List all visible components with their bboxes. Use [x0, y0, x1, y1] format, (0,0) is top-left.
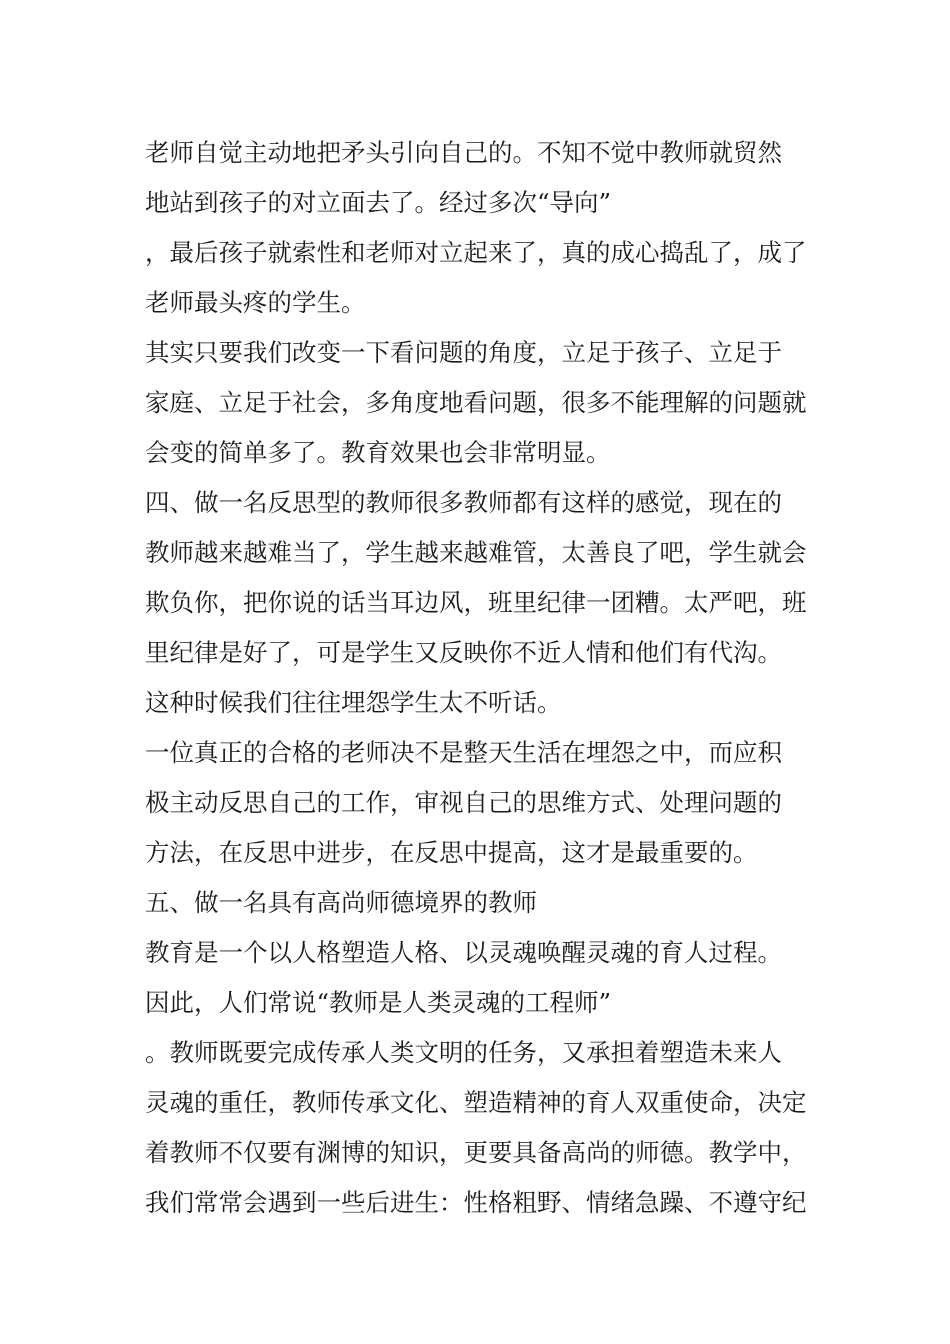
text-line: 家庭、立足于社会，多角度地看问题，很多不能理解的问题就: [145, 388, 807, 417]
text-line: 欺负你，把你说的话当耳边风，班里纪律一团糟。太严吧，班: [145, 588, 807, 617]
text-line: ，最后孩子就索性和老师对立起来了，真的成心捣乱了，成了: [145, 238, 807, 267]
text-line: 地站到孩子的对立面去了。经过多次“导向”: [145, 188, 612, 217]
text-line: 一位真正的合格的老师决不是整天生活在埋怨之中，而应积: [145, 738, 782, 767]
text-line: 里纪律是好了，可是学生又反映你不近人情和他们有代沟。: [145, 638, 782, 667]
text-line: 我们常常会遇到一些后进生：性格粗野、情绪急躁、不遵守纪: [145, 1188, 807, 1217]
section-heading-5: 五、做一名具有高尚师德境界的教师: [145, 888, 537, 917]
text-line: 其实只要我们改变一下看问题的角度，立足于孩子、立足于: [145, 338, 782, 367]
text-line: 因此，人们常说“教师是人类灵魂的工程师”: [145, 988, 612, 1017]
text-line: 老师最头疼的学生。: [145, 288, 366, 317]
body-text: [145, 128, 810, 1228]
text-line: 会变的简单多了。教育效果也会非常明显。: [145, 438, 611, 467]
text-line: 教师越来越难当了，学生越来越难管，太善良了吧，学生就会: [145, 538, 807, 567]
text-line: 极主动反思自己的工作，审视自己的思维方式、处理问题的: [145, 788, 782, 817]
text-line: 教育是一个以人格塑造人格、以灵魂唤醒灵魂的育人过程。: [145, 938, 782, 967]
text-line: 方法，在反思中进步，在反思中提高，这才是最重要的。: [145, 838, 758, 867]
text-line: 着教师不仅要有渊博的知识，更要具备高尚的师德。教学中，: [145, 1138, 807, 1167]
text-line: 灵魂的重任，教师传承文化、塑造精神的育人双重使命，决定: [145, 1088, 807, 1117]
section-heading-4: 四、做一名反思型的教师很多教师都有这样的感觉，现在的: [145, 488, 782, 517]
text-line: 这种时候我们往往埋怨学生太不听话。: [145, 688, 562, 717]
text-line: 。教师既要完成传承人类文明的任务，又承担着塑造未来人: [145, 1038, 782, 1067]
text-line: 老师自觉主动地把矛头引向自己的。不知不觉中教师就贸然: [145, 138, 782, 167]
